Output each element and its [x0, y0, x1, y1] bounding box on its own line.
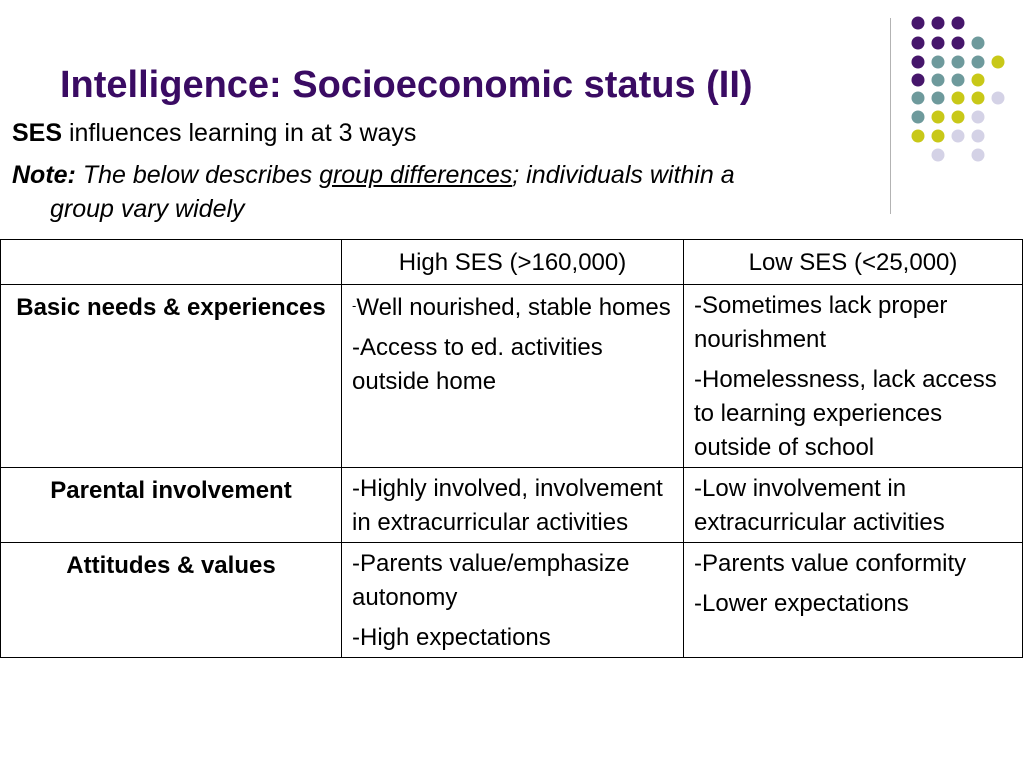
table-row [1, 285, 1023, 468]
decorative-dot [972, 130, 985, 143]
header-high-ses: High SES (>160,000) [342, 240, 684, 285]
row-label-basic-needs: Basic needs & experiences [1, 285, 342, 468]
decorative-dot [952, 92, 965, 105]
decorative-dot [932, 17, 945, 30]
decorative-dot [932, 130, 945, 143]
table-row [1, 543, 1023, 658]
row-label-parental-involvement: Parental involvement [1, 468, 342, 543]
note-paragraph [12, 158, 972, 226]
cell-line: -Lower expectations [694, 590, 909, 617]
intro-text: influences learning in at 3 ways [62, 119, 417, 147]
cell-line: -Homelessness, lack access to learning experiences outside of school [694, 366, 997, 461]
decorative-dot [912, 130, 925, 143]
decorative-dot [972, 111, 985, 124]
decorative-dot [912, 92, 925, 105]
cell-line: -Parents value/emphasize autonomy [352, 550, 630, 611]
decorative-dot [932, 37, 945, 50]
decorative-dot [992, 92, 1005, 105]
cell-text: Well nourished, stable homes [356, 294, 671, 321]
decorative-dot [952, 37, 965, 50]
cell-low-basic-needs [684, 285, 1023, 468]
cell-high-basic-needs [342, 285, 684, 468]
decorative-dot [972, 149, 985, 162]
cell-low-attitudes [684, 543, 1023, 658]
table-header-row [1, 240, 1023, 285]
decorative-dot [912, 56, 925, 69]
decorative-dot [912, 74, 925, 87]
decorative-dot [952, 56, 965, 69]
header-low-ses: Low SES (<25,000) [684, 240, 1023, 285]
cell-line: -Low involvement in extracurricular activities [694, 475, 945, 536]
decorative-dot [952, 111, 965, 124]
decorative-dot [972, 56, 985, 69]
cell-line: -Access to ed. activities outside home [352, 334, 603, 395]
decorative-dot [972, 74, 985, 87]
note-continuation: group vary widely [50, 195, 245, 223]
decorative-dot [912, 17, 925, 30]
decorative-dot [932, 56, 945, 69]
note-text-before: The below describes [75, 161, 320, 189]
decorative-dot [952, 130, 965, 143]
ses-comparison-table [0, 239, 1023, 658]
row-label-attitudes-values: Attitudes & values [1, 543, 342, 658]
decorative-dot [972, 37, 985, 50]
decorative-dot [932, 111, 945, 124]
header-blank-cell [1, 240, 342, 285]
ses-label: SES [12, 119, 63, 147]
decorative-dot [992, 56, 1005, 69]
decorative-dot [952, 74, 965, 87]
note-label: Note: [12, 161, 76, 189]
decorative-dot [972, 92, 985, 105]
cell-line: -Highly involved, involvement in extracurricular activities [352, 475, 663, 536]
decorative-dot [912, 37, 925, 50]
decorative-dot [932, 92, 945, 105]
decorative-dot [912, 111, 925, 124]
slide-title: Intelligence: Socioeconomic status (II) [60, 64, 753, 106]
cell-line: -High expectations [352, 624, 551, 651]
cell-high-parental [342, 468, 684, 543]
cell-line: -Sometimes lack proper nourishment [694, 292, 948, 353]
intro-line [12, 118, 416, 148]
note-text-after: ; individuals within a [512, 161, 735, 189]
cell-line: -Parents value conformity [694, 550, 967, 577]
table-row [1, 468, 1023, 543]
cell-low-parental [684, 468, 1023, 543]
note-underlined-text: group differences [319, 161, 513, 189]
cell-high-attitudes [342, 543, 684, 658]
cell-dash: - [352, 298, 357, 313]
decorative-dot [952, 17, 965, 30]
cell-line [352, 289, 673, 325]
decorative-dot [932, 74, 945, 87]
